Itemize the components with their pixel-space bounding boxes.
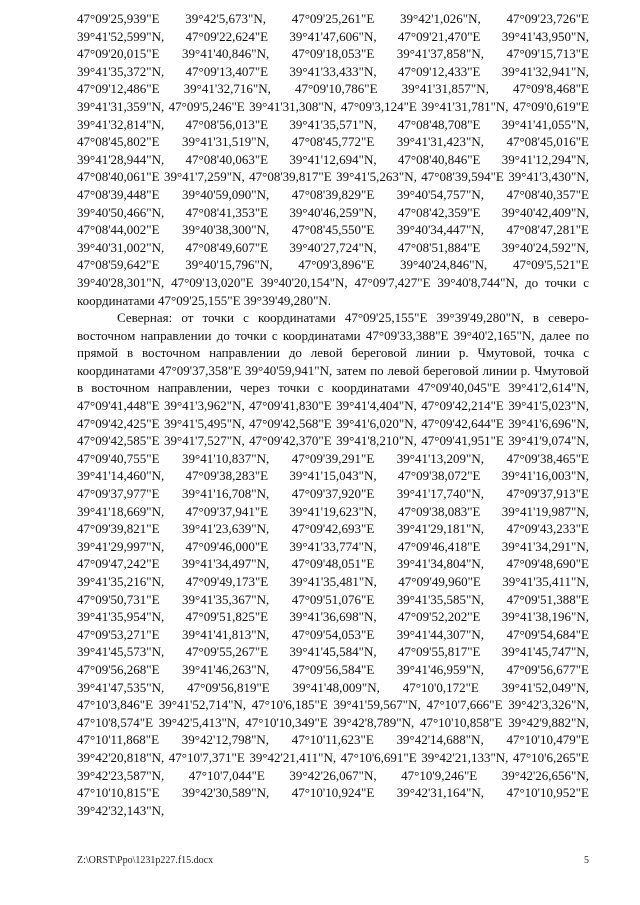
footer-file-path: Z:\ORST\Ppo\1231p227.f15.docx	[77, 855, 214, 866]
coordinates-paragraph: 47°09'25,939"E 39°42'5,673"N, 47°09'25,261"E 39°42'1,026"N, 47°09'23,726"E 39°41'52,599"N, 47°09'22,624"E 39°41'47,606"N, 47°09'21,470"E 39°41'43,950"N, 47°09'20,015"E 39°41'40,846"N, 47°09'18,053"E 39°41'37,858"N, 47°09'15,713"E 39°41'35,372"N, 47°09'13,407"E 39°41'33,433"N, 47°09'12,433"E 39°41'32,941"N, 47°09'12,486"E 39°41'32,716"N, 47°09'10,786"E 39°41'31,857"N, 47°09'8,468"E 39°41'31,359"N, 47°09'5,246"E 39°41'31,308"N, 47°09'3,124"E 39°41'31,781"N, 47°09'0,619"E 39°41'32,814"N, 47°08'56,013"E 39°41'35,571"N, 47°08'48,708"E 39°41'41,055"N, 47°08'45,802"E 39°41'31,519"N, 47°08'45,772"E 39°41'31,423"N, 47°08'45,016"E 39°41'28,944"N, 47°08'40,063"E 39°41'12,694"N, 47°08'40,846"E 39°41'12,294"N, 47°08'40,061"E 39°41'7,259"N, 47°08'39,817"E 39°41'5,263"N, 47°08'39,594"E 39°41'3,430"N, 47°08'39,448"E 39°40'59,090"N, 47°08'39,829"E 39°40'54,757"N, 47°08'40,357"E 39°40'50,466"N, 47°08'41,353"E 39°40'46,259"N, 47°08'42,359"E 39°40'42,409"N, 47°08'44,002"E 39°40'38,300"N, 47°08'45,550"E 39°40'34,447"N, 47°08'47,281"E 39°40'31,002"N, 47°08'49,607"E 39°40'27,724"N, 47°08'51,884"E 39°40'24,592"N, 47°08'59,642"E 39°40'15,796"N, 47°09'3,896"E 39°40'24,846"N, 47°09'5,521"E 39°40'28,301"N, 47°09'13,020"E 39°40'20,154"N, 47°09'7,427"E 39°40'8,744"N, до точки с координатами 47°09'25,155"E 39°39'49,280"N.	[77, 11, 589, 308]
page-footer	[77, 855, 589, 869]
document-body	[77, 10, 589, 819]
page-number: 5	[584, 855, 589, 866]
northern-boundary-paragraph: Северная: от точки с координатами 47°09'25,155"E 39°39'49,280"N, в северо-восточном направлении до точки с координатами 47°09'33,388"E 39°40'2,165"N, далее по прямой в восточном направлении до левой береговой линии р. Чмутовой, точка с координатами 47°09'37,358"E 39°40'59,941"N, затем по левой береговой линии р. Чмутовой в восточном направлении, через точки с координатами 47°09'40,045"E 39°41'2,614"N, 47°09'41,448"E 39°41'3,962"N, 47°09'41,830"E 39°41'4,404"N, 47°09'42,214"E 39°41'5,023"N, 47°09'42,425"E 39°41'5,495"N, 47°09'42,568"E 39°41'6,020"N, 47°09'42,644"E 39°41'6,696"N, 47°09'42,585"E 39°41'7,527"N, 47°09'42,370"E 39°41'8,210"N, 47°09'41,951"E 39°41'9,074"N, 47°09'40,755"E 39°41'10,837"N, 47°09'39,291"E 39°41'13,209"N, 47°09'38,465"E 39°41'14,460"N, 47°09'38,283"E 39°41'15,043"N, 47°09'38,072"E 39°41'16,003"N, 47°09'37,977"E 39°41'16,708"N, 47°09'37,920"E 39°41'17,740"N, 47°09'37,913"E 39°41'18,669"N, 47°09'37,941"E 39°41'19,623"N, 47°09'38,083"E 39°41'19,987"N, 47°09'39,821"E 39°41'23,639"N, 47°09'42,693"E 39°41'29,181"N, 47°09'43,233"E 39°41'29,997"N, 47°09'46,000"E 39°41'33,774"N, 47°09'46,418"E 39°41'34,291"N, 47°09'47,242"E 39°41'34,497"N, 47°09'48,051"E 39°41'34,804"N, 47°09'48,690"E 39°41'35,216"N, 47°09'49,173"E 39°41'35,481"N, 47°09'49,960"E 39°41'35,411"N, 47°09'50,731"E 39°41'35,367"N, 47°09'51,076"E 39°41'35,585"N, 47°09'51,388"E 39°41'35,954"N, 47°09'51,825"E 39°41'36,698"N, 47°09'52,202"E 39°41'38,196"N, 47°09'53,271"E 39°41'41,813"N, 47°09'54,053"E 39°41'44,307"N, 47°09'54,684"E 39°41'45,573"N, 47°09'55,267"E 39°41'45,584"N, 47°09'55,817"E 39°41'45,747"N, 47°09'56,268"E 39°41'46,263"N, 47°09'56,584"E 39°41'46,959"N, 47°09'56,677"E 39°41'47,535"N, 47°09'56,819"E 39°41'48,009"N, 47°10'0,172"E 39°41'52,049"N, 47°10'3,846"E 39°41'52,714"N, 47°10'6,185"E 39°41'59,567"N, 47°10'7,666"E 39°42'3,326"N, 47°10'8,574"E 39°42'5,413"N, 47°10'10,349"E 39°42'8,789"N, 47°10'10,858"E 39°42'9,882"N, 47°10'11,868"E 39°42'12,798"N, 47°10'11,623"E 39°42'14,688"N, 47°10'10,479"E 39°42'20,818"N, 47°10'7,371"E 39°42'21,411"N, 47°10'6,691"E 39°42'21,133"N, 47°10'6,265"E 39°42'23,587"N, 47°10'7,044"E 39°42'26,067"N, 47°10'9,246"E 39°42'26,656"N, 47°10'10,815"E 39°42'30,589"N, 47°10'10,924"E 39°42'31,164"N, 47°10'10,952"E 39°42'32,143"N,	[77, 310, 589, 818]
